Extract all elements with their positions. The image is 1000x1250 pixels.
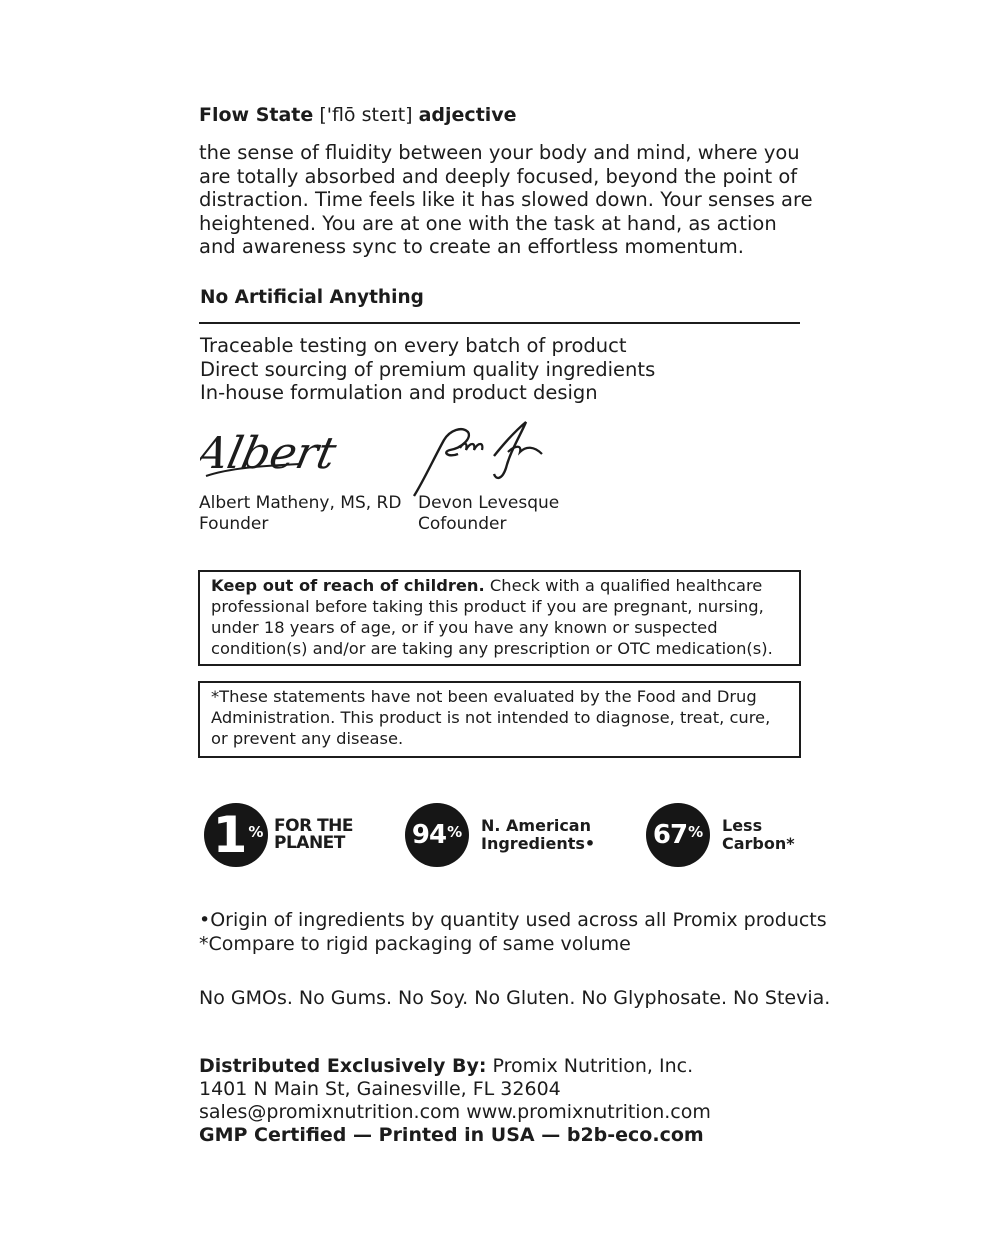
- address-line: 1401 N Main St, Gainesville, FL 32604: [199, 1078, 561, 1100]
- carbon-label: Carbon*: [722, 834, 795, 853]
- definition-line: distraction. Time feels like it has slowed down. Your senses are: [199, 188, 813, 211]
- flow-state-pronunciation: ['flō steɪt]: [319, 104, 413, 126]
- cofounder-role: Cofounder: [418, 514, 507, 534]
- flow-state-definition: [199, 141, 819, 259]
- list-item: Direct sourcing of premium quality ingredients: [200, 357, 656, 381]
- less-label: Less: [722, 816, 763, 835]
- warning-line: [211, 575, 787, 596]
- one-percent-badge: [204, 803, 353, 867]
- for-the-planet-text: [274, 818, 353, 852]
- american-ingredients-badge: [405, 803, 595, 867]
- flow-state-heading: [199, 103, 517, 127]
- american-label: N. American: [481, 816, 591, 835]
- svg-text:Albert: Albert: [200, 428, 341, 479]
- no-artificial-title: No Artificial Anything: [200, 287, 424, 308]
- less-carbon-badge: [646, 803, 795, 867]
- warning-line: condition(s) and/or are taking any prescription or OTC medication(s).: [211, 639, 773, 658]
- planet-label: PLANET: [274, 833, 345, 853]
- flow-state-part-of-speech: adjective: [418, 104, 517, 126]
- footnotes: [199, 909, 827, 956]
- footnote: *Compare to rigid packaging of same volume: [199, 932, 631, 955]
- section-divider: [199, 322, 800, 324]
- definition-line: are totally absorbed and deeply focused, beyond the point of: [199, 164, 798, 188]
- for-the-label: FOR THE: [274, 816, 354, 836]
- flow-state-term: Flow State: [199, 104, 314, 126]
- definition-line: the sense of fluidity between your body and mind, where you: [199, 141, 800, 164]
- certification-text: GMP Certified — Printed in USA — b2b-eco.com: [199, 1124, 704, 1146]
- percent-sign: %: [248, 823, 264, 841]
- percent-sign: %: [447, 823, 463, 841]
- american-circle: [405, 803, 469, 867]
- contact-line: sales@promixnutrition.com www.promixnutrition.com: [199, 1101, 711, 1123]
- distributor-label: Distributed Exclusively By:: [199, 1055, 487, 1077]
- list-item: Traceable testing on every batch of product: [200, 334, 627, 357]
- warning-bold: Keep out of reach of children.: [211, 576, 485, 595]
- definition-line: heightened. You are at one with the task at hand, as action: [199, 211, 777, 235]
- cofounder-name: Devon Levesque: [418, 493, 560, 513]
- devon-signature: [410, 418, 550, 500]
- fda-disclaimer-box: [198, 681, 801, 758]
- list-item: In-house formulation and product design: [200, 381, 598, 404]
- carbon-number: 67: [652, 820, 688, 850]
- warning-line: professional before taking this product if you are pregnant, nursing,: [211, 597, 764, 616]
- one-percent-number: 1: [212, 806, 248, 864]
- ingredients-label: Ingredients•: [481, 834, 596, 853]
- distribution-info: [199, 1055, 711, 1147]
- cofounder-credit: [418, 493, 559, 535]
- american-text: [481, 817, 595, 853]
- albert-signature: [200, 418, 375, 488]
- distributor-company: Promix Nutrition, Inc.: [486, 1055, 694, 1077]
- footnote: •Origin of ingredients by quantity used across all Promix products: [199, 909, 827, 931]
- warning-text: Check with a qualified healthcare: [484, 576, 763, 595]
- disclaimer-line: Administration. This product is not intended to diagnose, treat, cure,: [211, 708, 771, 727]
- no-artificial-list: [200, 334, 655, 405]
- american-number: 94: [411, 820, 447, 850]
- disclaimer-line: or prevent any disease.: [211, 729, 404, 748]
- distributor-line: [199, 1055, 711, 1078]
- warning-line: under 18 years of age, or if you have any known or suspected: [211, 618, 718, 637]
- founder-role: Founder: [199, 514, 269, 534]
- warning-box: [198, 570, 801, 666]
- free-from-statement: No GMOs. No Gums. No Soy. No Gluten. No Glyphosate. No Stevia.: [199, 987, 831, 1009]
- carbon-text: [722, 817, 795, 853]
- one-percent-circle: [204, 803, 268, 867]
- founder-credit: [199, 493, 401, 535]
- disclaimer-line: *These statements have not been evaluated by the Food and Drug: [211, 687, 757, 706]
- carbon-circle: [646, 803, 710, 867]
- definition-line: and awareness sync to create an effortless momentum.: [199, 235, 744, 258]
- certification-line: [199, 1124, 711, 1147]
- percent-sign: %: [688, 823, 704, 841]
- founder-name: Albert Matheny, MS, RD: [199, 493, 402, 513]
